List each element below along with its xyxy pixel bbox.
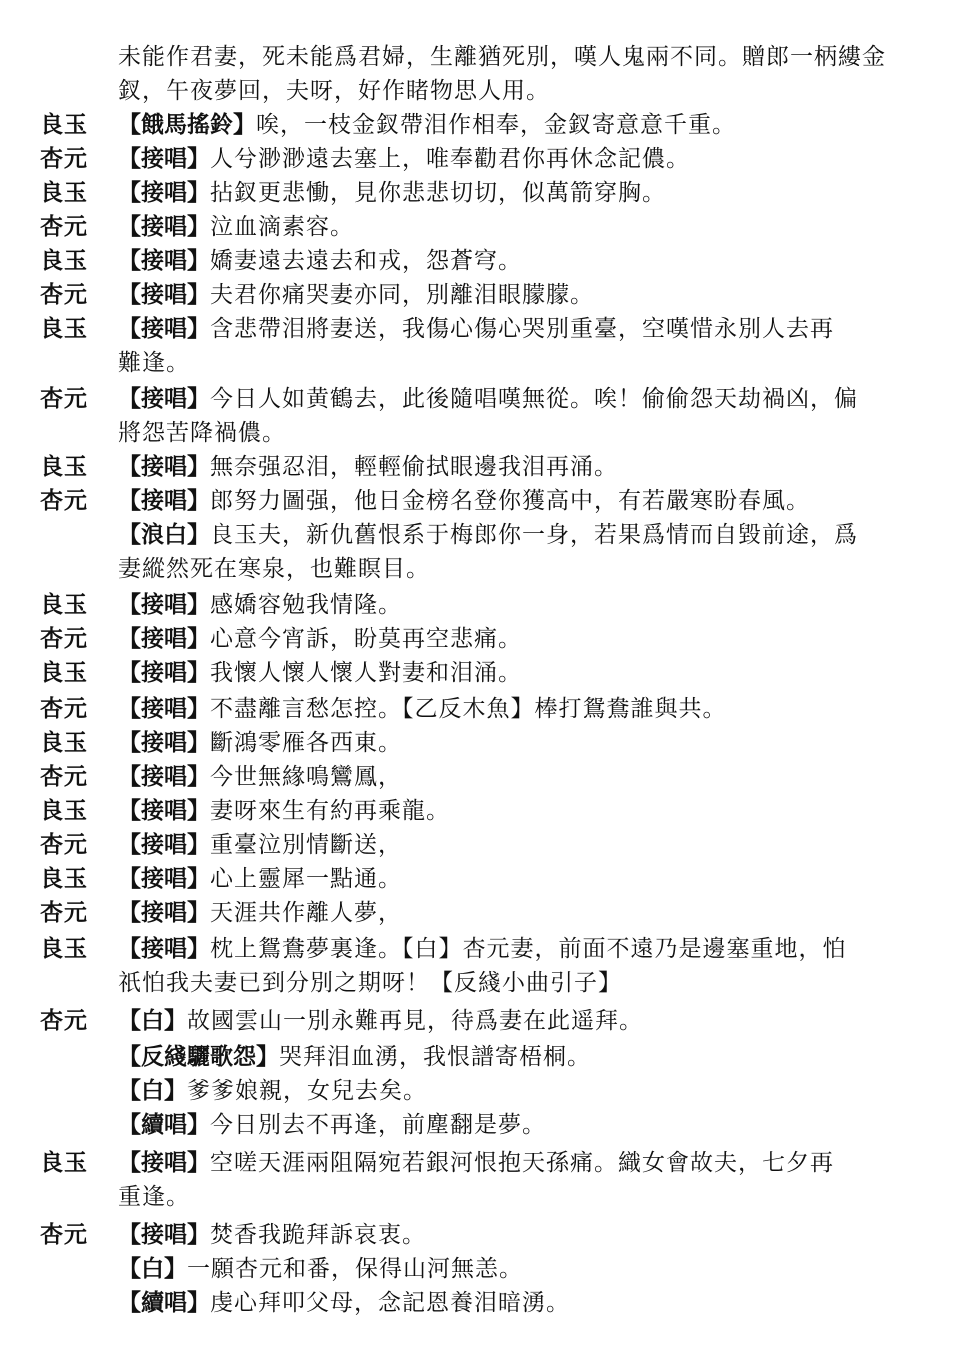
speaker-name: 杏元 [40,385,88,412]
tune-tag: 【接唱】 [118,625,210,652]
script-line [40,552,940,586]
tune-tag: 【接唱】 [118,831,210,858]
script-line [40,518,940,552]
speaker-name: 杏元 [40,487,88,514]
script-line [40,588,940,622]
lyric-text: 泣血滴素容。 [210,214,354,240]
tune-tag: 【接唱】 [118,899,210,926]
lyric-text: 我懷人懷人懷人對妻和泪涌。 [210,660,522,686]
script-line [40,108,940,142]
lyric-text: 無奈强忍泪，輕輕偷拭眼邊我泪再涌。 [210,454,618,480]
speaker-name: 良玉 [40,111,88,138]
script-line [40,932,940,966]
tune-tag: 【接唱】 [118,659,210,686]
script-line [40,794,940,828]
script-line [40,278,940,312]
script-line [40,176,940,210]
tune-tag: 【接唱】 [118,145,210,172]
tune-tag: 【接唱】 [118,487,210,514]
lyric-text: 爹爹娘親，女兒去矣。 [187,1078,427,1104]
lyric-text: 未能作君妻，死未能爲君婦，生離猶死別，嘆人鬼兩不同。贈郎一柄縷金 [118,44,886,70]
tune-tag: 【接唱】 [118,797,210,824]
tune-tag: 【接唱】 [118,179,210,206]
script-line [40,862,940,896]
tune-tag: 【白】 [118,1007,187,1034]
lyric-text: 心上靈犀一點通。 [210,866,402,892]
speaker-name: 良玉 [40,315,88,342]
speaker-name: 杏元 [40,625,88,652]
script-line [40,966,940,1000]
lyric-text: 哭拜泪血湧，我恨譜寄梧桐。 [279,1044,591,1070]
lyric-text: 夫君你痛哭妻亦同，別離泪眼朦朦。 [210,282,594,308]
tune-tag: 【白】 [118,1077,187,1104]
speaker-name: 杏元 [40,1007,88,1034]
lyric-text: 不盡離言愁怎控。【乙反木魚】棒打鴛鴦誰與共。 [210,696,727,722]
script-line [40,622,940,656]
script-line [40,760,940,794]
script-line [40,74,940,108]
tune-tag: 【接唱】 [118,1149,210,1176]
script-line [40,142,940,176]
lyric-text: 枕上鴛鴦夢裏逢。【白】杏元妻，前面不遠乃是邊塞重地，怕 [210,936,847,962]
tune-tag: 【接唱】 [118,591,210,618]
speaker-name: 杏元 [40,281,88,308]
speaker-name: 杏元 [40,831,88,858]
lyric-text: 良玉夫，新仇舊恨系于梅郎你一身，若果爲情而自毀前途，爲 [210,522,858,548]
tune-tag: 【接唱】 [118,281,210,308]
tune-tag: 【接唱】 [118,247,210,274]
speaker-name: 良玉 [40,865,88,892]
lyric-text: 妻呀來生有約再乘龍。 [210,798,450,824]
script-line [40,1252,940,1286]
tune-tag: 【浪白】 [118,521,210,548]
lyric-text: 拈釵更悲慟，見你悲悲切切，似萬箭穿胸。 [210,180,666,206]
script-line [40,40,940,74]
speaker-name: 杏元 [40,695,88,722]
script-line [40,1286,940,1320]
speaker-name: 良玉 [40,729,88,756]
script-line [40,210,940,244]
lyric-text: 今日別去不再逢，前塵翻是夢。 [210,1112,546,1138]
script-line [40,1180,940,1214]
lyric-text: 空嗟天涯兩阻隔宛若銀河恨抱天孫痛。織女會故夫，七夕再 [210,1150,834,1176]
tune-tag: 【餓馬搖鈴】 [118,111,256,138]
script-line [40,312,940,346]
lyric-text: 郎努力圖强，他日金榜名登你獲高中，有若嚴寒盼春風。 [210,488,810,514]
speaker-name: 良玉 [40,591,88,618]
speaker-name: 良玉 [40,1149,88,1176]
lyric-text: 心意今宵訴，盼莫再空悲痛。 [210,626,522,652]
speaker-name: 杏元 [40,899,88,926]
speaker-name: 良玉 [40,659,88,686]
lyric-text: 焚香我跪拜訴哀衷。 [210,1222,426,1248]
script-line [40,416,940,450]
script-line [40,656,940,690]
speaker-name: 杏元 [40,1221,88,1248]
speaker-name: 良玉 [40,453,88,480]
lyric-text: 一願杏元和番，保得山河無恙。 [187,1256,523,1282]
lyric-text: 故國雲山一別永難再見，待爲妻在此遥拜。 [187,1008,643,1034]
lyric-text: 人兮渺渺遠去塞上，唯奉勸君你再休念記儂。 [210,146,690,172]
lyric-text: 將怨苦降禍儂。 [118,420,286,446]
speaker-name: 良玉 [40,247,88,274]
lyric-text: 嬌妻遠去遠去和戎，怨蒼穹。 [210,248,522,274]
speaker-name: 杏元 [40,213,88,240]
script-line [40,1074,940,1108]
lyric-text: 感嬌容勉我情隆。 [210,592,402,618]
lyric-text: 妻縱然死在寒泉，也難瞑目。 [118,556,430,582]
script-line [40,896,940,930]
script-line [40,450,940,484]
tune-tag: 【續唱】 [118,1289,210,1316]
tune-tag: 【接唱】 [118,763,210,790]
speaker-name: 杏元 [40,145,88,172]
lyric-text: 虔心拜叩父母，念記恩養泪暗湧。 [210,1290,570,1316]
tune-tag: 【反綫驪歌怨】 [118,1043,279,1070]
script-line [40,484,940,518]
speaker-name: 良玉 [40,179,88,206]
script-line [40,346,940,380]
script-line [40,828,940,862]
script-line [40,692,940,726]
lyric-text: 含悲帶泪將妻送，我傷心傷心哭別重臺，空嘆惜永別人去再 [210,316,834,342]
tune-tag: 【接唱】 [118,935,210,962]
script-line [40,726,940,760]
script-line [40,1040,940,1074]
tune-tag: 【接唱】 [118,865,210,892]
lyric-text: 釵，午夜夢回，夫呀，好作睹物思人用。 [118,78,550,104]
tune-tag: 【接唱】 [118,729,210,756]
lyric-text: 祇怕我夫妻已到分別之期呀！【反綫小曲引子】 [118,970,622,996]
tune-tag: 【接唱】 [118,315,210,342]
lyric-text: 重臺泣別情斷送， [210,832,402,858]
lyric-text: 唉，一枝金釵帶泪作相奉，金釵寄意意千重。 [256,112,736,138]
script-line [40,1108,940,1142]
script-line [40,382,940,416]
tune-tag: 【白】 [118,1255,187,1282]
lyric-text: 今世無緣鳴鸞鳳， [210,764,402,790]
tune-tag: 【接唱】 [118,385,210,412]
lyric-text: 天涯共作離人夢， [210,900,402,926]
script-line [40,1004,940,1038]
speaker-name: 杏元 [40,763,88,790]
lyric-text: 今日人如黄鶴去，此後隨唱嘆無從。唉！偷偷怨天劫禍凶，偏 [210,386,858,412]
tune-tag: 【接唱】 [118,453,210,480]
speaker-name: 良玉 [40,797,88,824]
tune-tag: 【續唱】 [118,1111,210,1138]
tune-tag: 【接唱】 [118,213,210,240]
script-line [40,1146,940,1180]
lyric-text: 斷鴻零雁各西東。 [210,730,402,756]
script-line [40,244,940,278]
lyric-text: 重逢。 [118,1184,190,1210]
lyric-text: 難逢。 [118,350,190,376]
script-line [40,1218,940,1252]
speaker-name: 良玉 [40,935,88,962]
tune-tag: 【接唱】 [118,695,210,722]
tune-tag: 【接唱】 [118,1221,210,1248]
